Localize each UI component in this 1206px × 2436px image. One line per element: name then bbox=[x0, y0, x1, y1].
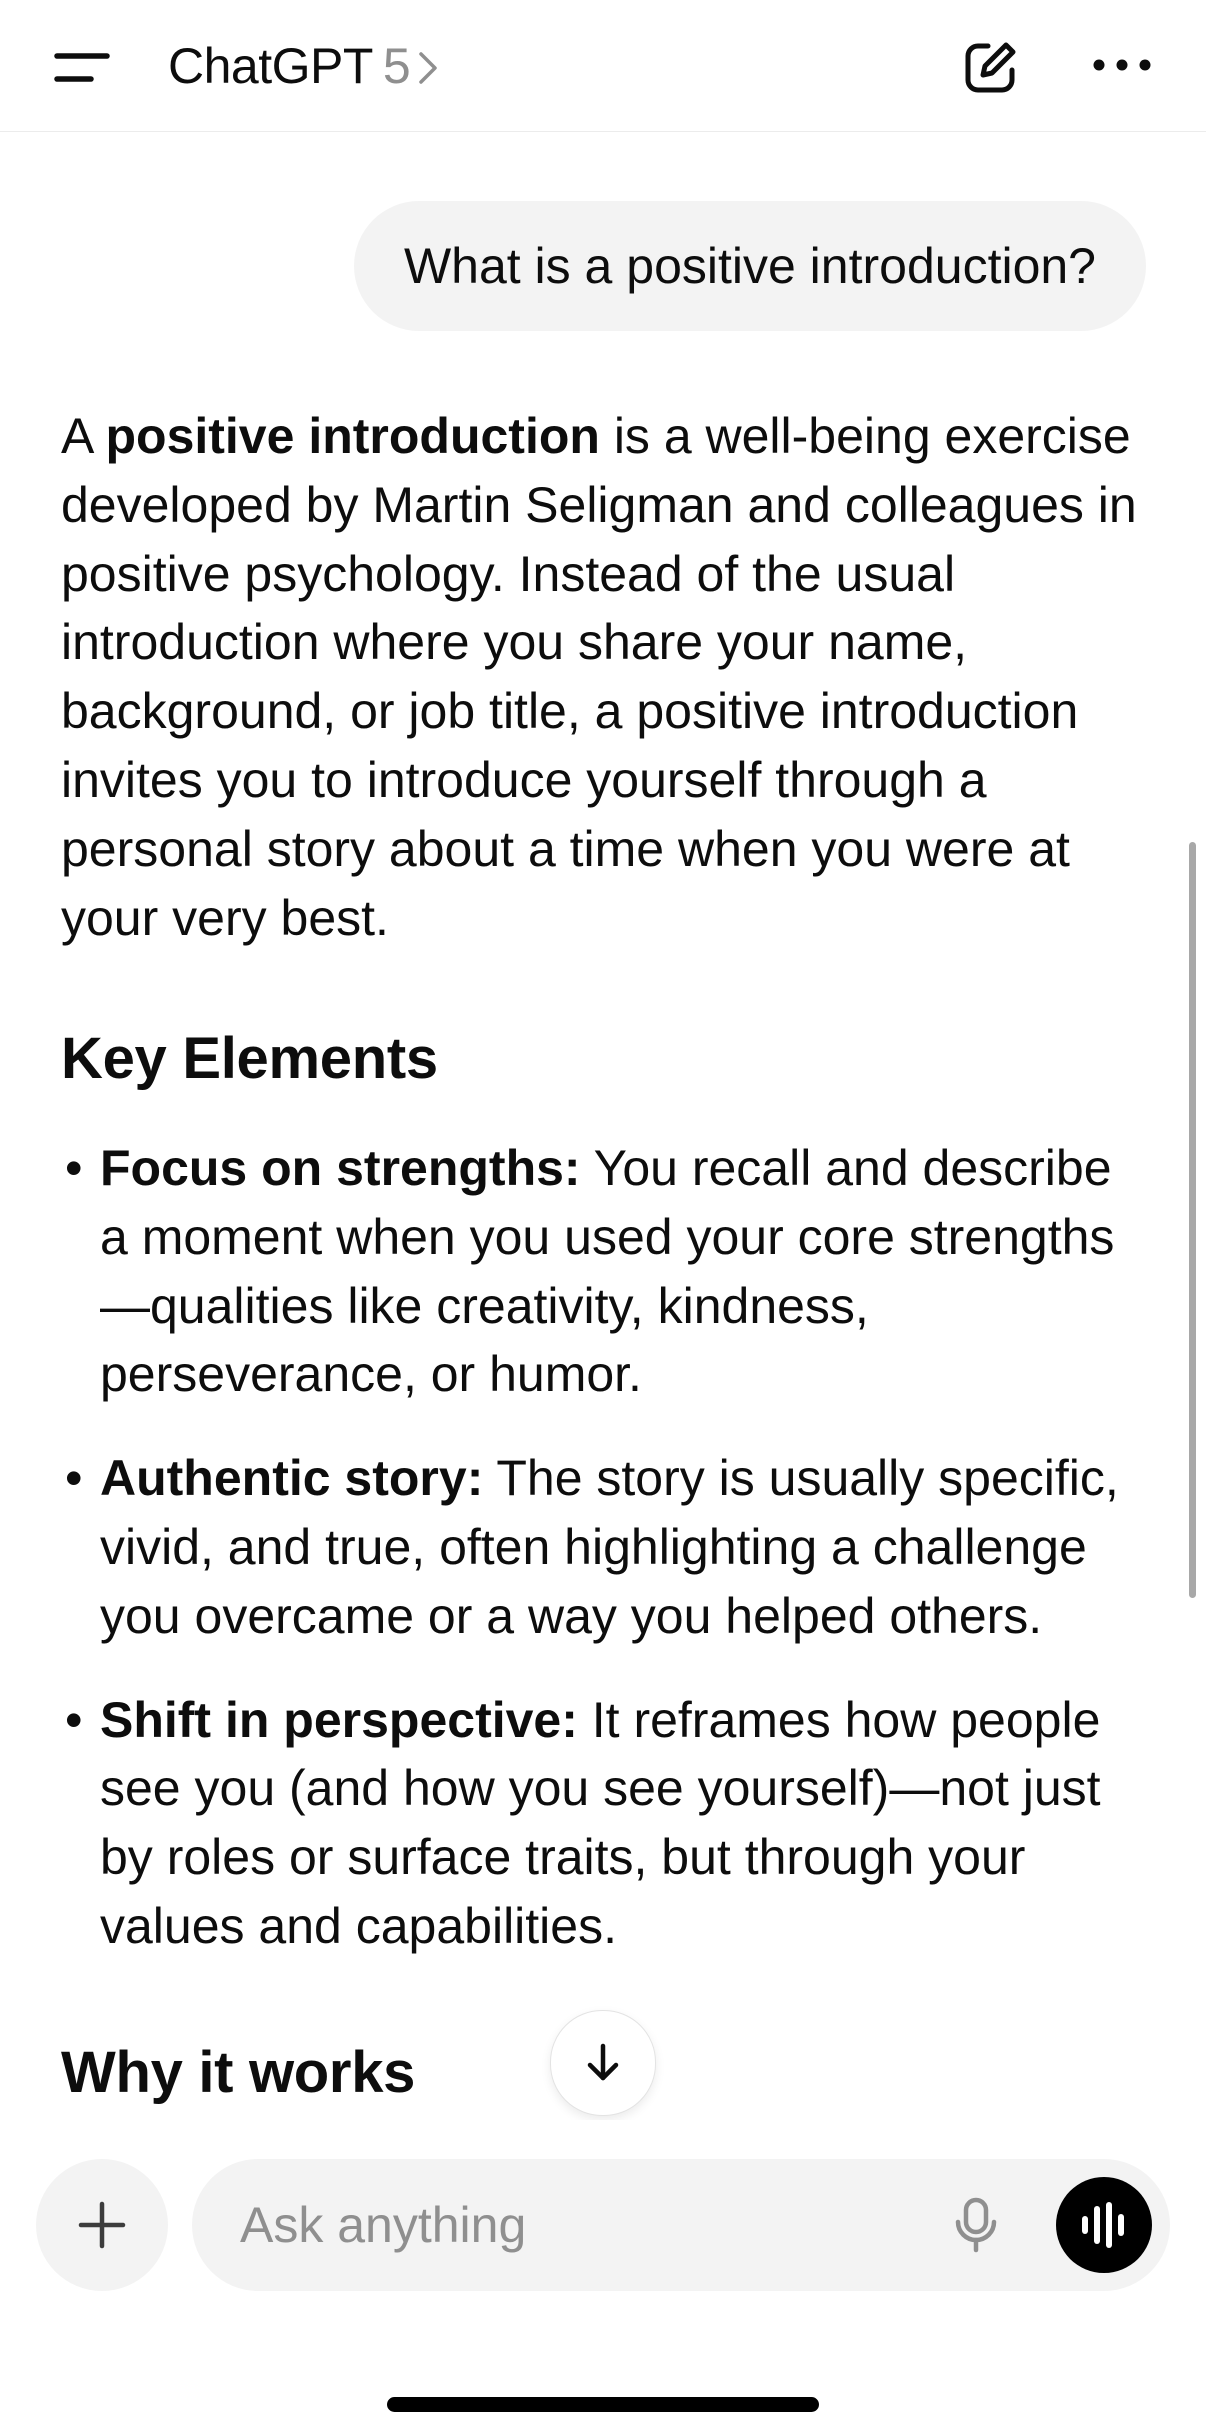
answer-intro-text: is a well-being exercise developed by Martin Seligman and colleagues in positive psychology. Instead of the usual introduction where you share your name, background, or job title, a positive introduction invites you to introduce yourself through a personal story about a time when you were at your very best. bbox=[61, 408, 1137, 946]
ellipsis-icon bbox=[1092, 58, 1152, 72]
list-item-text: The story is usually specific, vivid, and true, often highlighting a challenge you overcame or a way you helped others. bbox=[100, 1450, 1119, 1644]
list-item-title: Authentic story: bbox=[100, 1450, 484, 1507]
plus-icon bbox=[78, 2201, 126, 2249]
list-item-title: Focus on strengths: bbox=[100, 1140, 581, 1196]
arrow-down-icon bbox=[581, 2041, 625, 2085]
home-indicator[interactable] bbox=[387, 2397, 819, 2412]
section-heading-key-elements: Key Elements bbox=[61, 1026, 438, 1091]
list-item-text: You recall and describe a moment when you used your core strengths—qualities like creativity, kindness, perseverance, or humor. bbox=[100, 1140, 1115, 1403]
scroll-to-bottom-button[interactable] bbox=[550, 2010, 656, 2116]
chevron-right-icon bbox=[417, 50, 439, 86]
menu-icon bbox=[54, 48, 112, 88]
key-elements-list bbox=[61, 1134, 1151, 1996]
dictate-button[interactable] bbox=[936, 2185, 1016, 2265]
model-selector[interactable] bbox=[168, 36, 439, 96]
scrollbar[interactable] bbox=[1189, 842, 1196, 1598]
list-item bbox=[61, 1686, 1151, 1961]
message-input[interactable] bbox=[240, 2159, 890, 2291]
voice-mode-button[interactable] bbox=[1056, 2177, 1152, 2273]
voice-mode-icon bbox=[1078, 2199, 1130, 2251]
answer-intro-bold: positive introduction bbox=[105, 408, 600, 464]
model-version: 5 bbox=[382, 38, 411, 94]
more-options-button[interactable] bbox=[1082, 28, 1162, 108]
user-message-text: What is a positive introduction? bbox=[403, 238, 1096, 294]
answer-intro-prefix: A bbox=[61, 408, 106, 464]
app-title: ChatGPT bbox=[168, 38, 373, 94]
new-chat-button[interactable] bbox=[950, 28, 1030, 108]
bullet-dot: • bbox=[65, 1691, 83, 1748]
assistant-answer bbox=[61, 402, 1151, 952]
top-bar bbox=[0, 0, 1206, 132]
answer-intro-paragraph bbox=[61, 402, 1151, 952]
microphone-icon bbox=[954, 2197, 998, 2253]
list-item bbox=[61, 1134, 1151, 1409]
bullet-dot: • bbox=[65, 1450, 83, 1507]
list-item-title: Shift in perspective: bbox=[100, 1691, 578, 1748]
section-heading-why-it-works: Why it works bbox=[61, 2040, 416, 2105]
list-item bbox=[61, 1444, 1151, 1650]
user-message-bubble bbox=[354, 201, 1146, 331]
new-chat-icon bbox=[962, 40, 1018, 96]
bullet-dot: • bbox=[65, 1140, 83, 1196]
message-composer bbox=[192, 2159, 1170, 2291]
sidebar-menu-button[interactable] bbox=[40, 28, 126, 108]
list-item-text: It reframes how people see you (and how you see yourself)—not just by roles or surface traits, but through your values and capabilities. bbox=[100, 1691, 1101, 1954]
add-attachment-button[interactable] bbox=[36, 2159, 168, 2291]
